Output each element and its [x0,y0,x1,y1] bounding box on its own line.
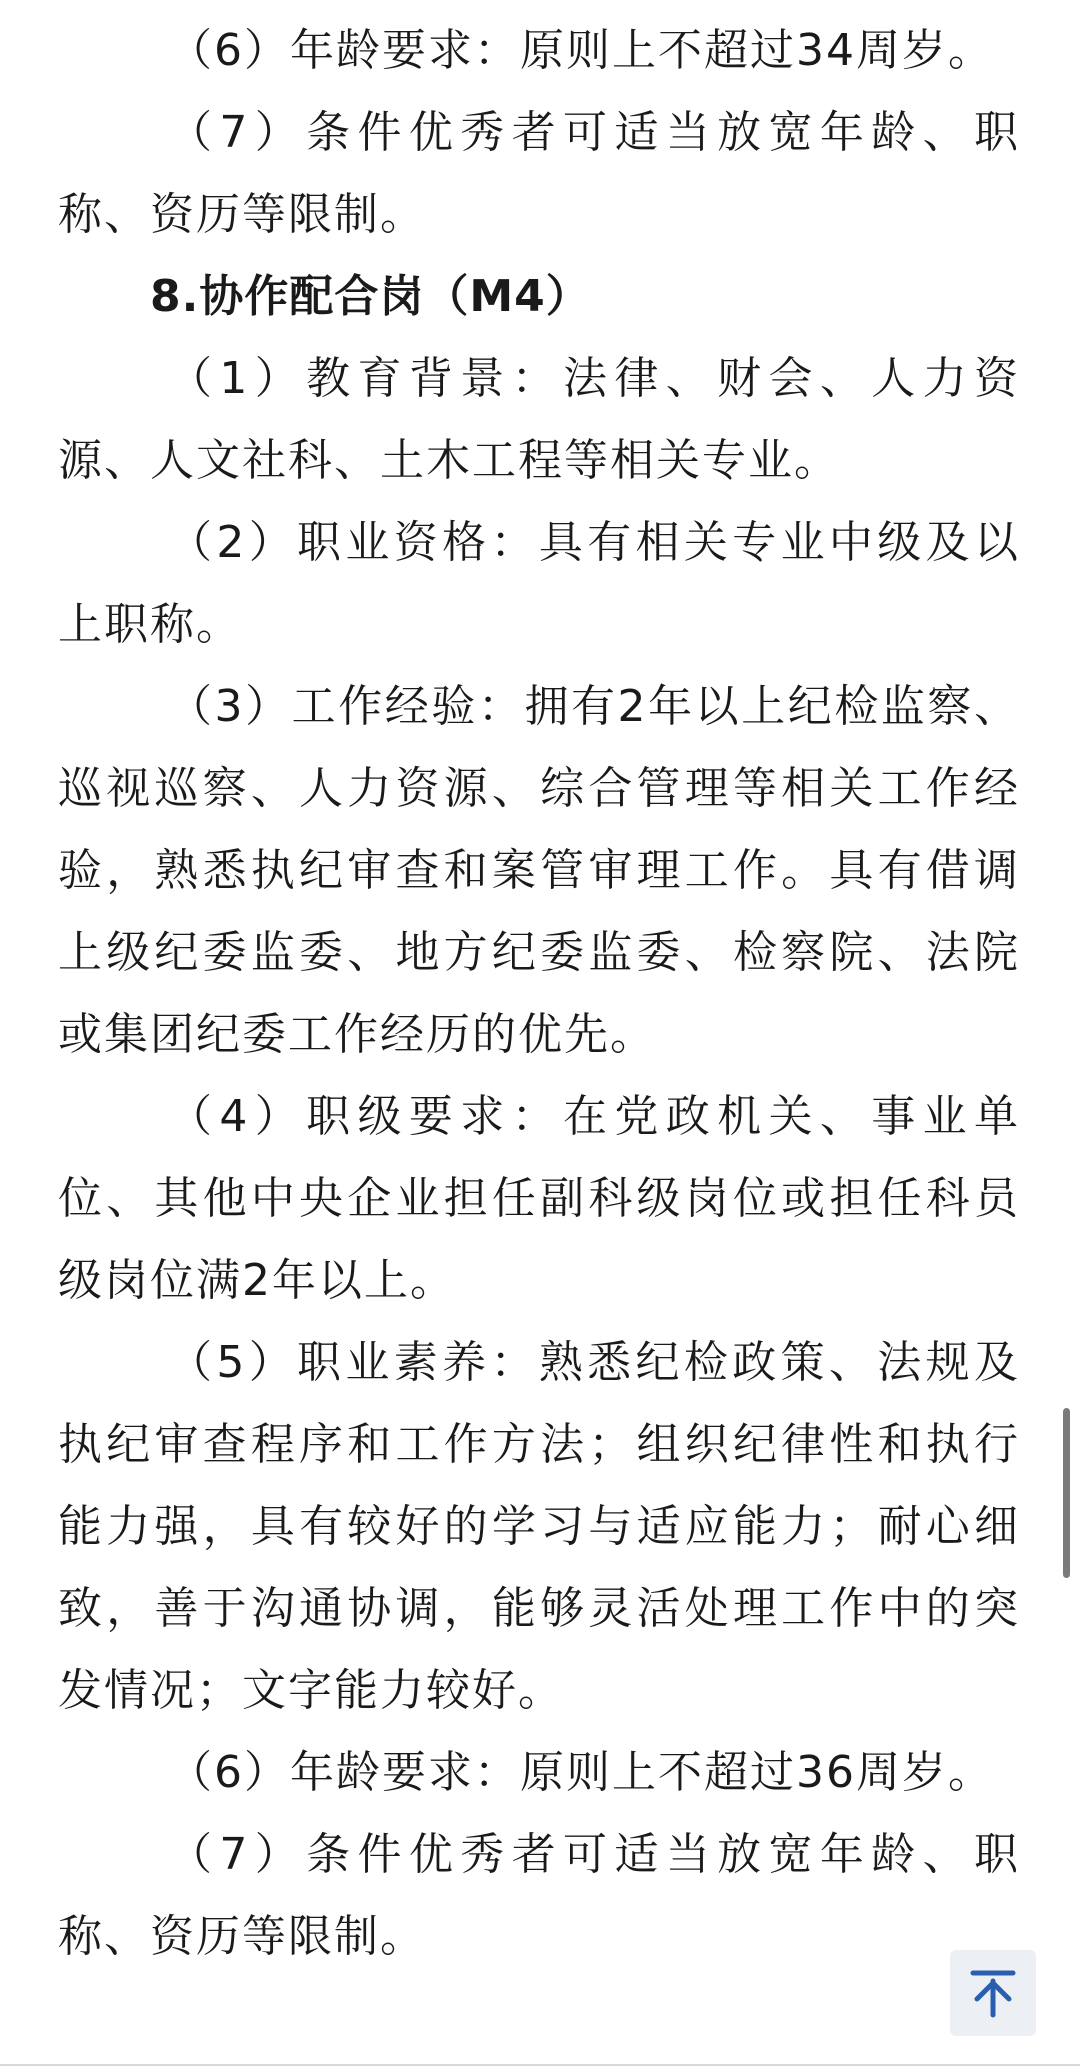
requirement-age-36: （6）年龄要求：原则上不超过36周岁。 [168,1747,994,1798]
section-heading: 8.协作配合岗（M4） [150,271,591,322]
vertical-scrollbar[interactable] [1063,1408,1070,1578]
back-to-top-button[interactable] [950,1950,1036,2036]
requirement-education: （1）教育背景：法律、财会、人力资源、人文社科、土木工程等相关专业。 [58,353,1020,486]
requirement-age-34: （6）年龄要求：原则上不超过34周岁。 [168,25,994,76]
requirement-competence: （5）职业素养：熟悉纪检政策、法规及执纪审查程序和工作方法；组织纪律性和执行能力强，具有较好的学习与适应能力；耐心细致，善于沟通协调，能够灵活处理工作中的突发情况；文字能力较好。 [58,1337,1020,1716]
bottom-divider [0,2064,1080,2066]
article-content [58,0,1020,1978]
requirement-qualification: （2）职业资格：具有相关专业中级及以上职称。 [58,517,1020,650]
requirement-relax-limits: （7）条件优秀者可适当放宽年龄、职称、资历等限制。 [58,107,1020,240]
requirement-experience: （3）工作经验：拥有2年以上纪检监察、巡视巡察、人力资源、综合管理等相关工作经验，熟悉执纪审查和案管审理工作。具有借调上级纪委监委、地方纪委监委、检察院、法院或集团纪委工作经历的优先。 [58,681,1020,1060]
arrow-up-to-top-icon [967,1967,1019,2019]
requirement-rank: （4）职级要求：在党政机关、事业单位、其他中央企业担任副科级岗位或担任科员级岗位满2年以上。 [58,1091,1020,1306]
requirement-relax-limits-2: （7）条件优秀者可适当放宽年龄、职称、资历等限制。 [58,1829,1020,1962]
